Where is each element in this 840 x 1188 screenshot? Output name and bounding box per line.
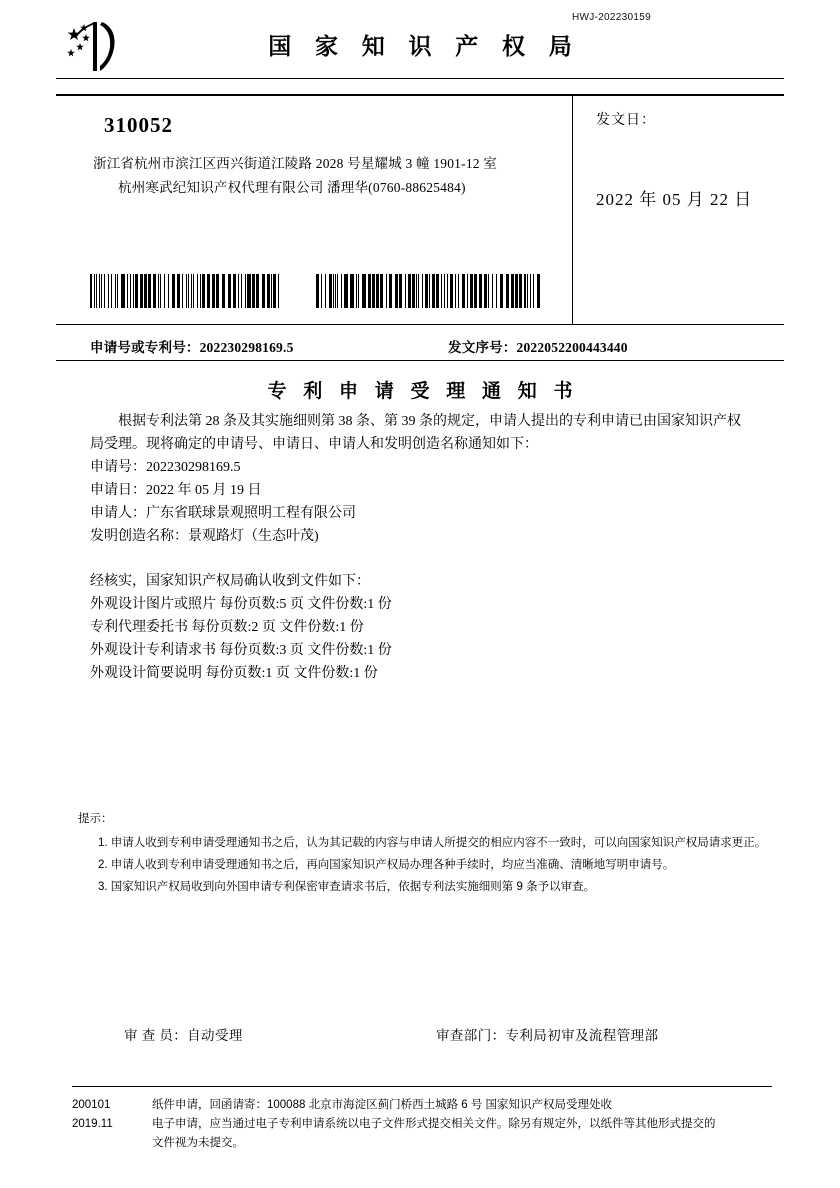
application-number-value: 202230298169.5 xyxy=(199,340,294,355)
recipient-address-line1: 浙江省杭州市滨江区西兴街道江陵路 2028 号星耀城 3 幢 1901-12 室 xyxy=(93,156,497,171)
page-title: 国 家 知 识 产 权 局 xyxy=(268,34,581,59)
document-header xyxy=(56,18,784,76)
examiner-field xyxy=(124,1024,243,1044)
document-item: 外观设计专利请求书 每份页数:3 页 文件份数:1 份 xyxy=(90,643,392,658)
field-application-number: 申请号：202230298169.5 xyxy=(90,460,241,475)
body-paragraph-1: 根据专利法第 28 条及其实施细则第 38 条、第 39 条的规定，申请人提出的专利申请已由国家知识产权局受理。现将确定的申请号、申请日、申请人和发明创造名称通知如下： xyxy=(90,414,741,452)
footer-code-2: 2019.11 xyxy=(72,1118,113,1130)
footer-code-spacer xyxy=(72,1134,152,1153)
barcode-serial xyxy=(316,274,544,308)
documents-received-heading: 经核实，国家知识产权局确认收到文件如下： xyxy=(90,574,370,589)
notice-body xyxy=(90,410,752,685)
serial-number xyxy=(448,336,628,356)
recipient-address-line2: 杭州寒武纪知识产权代理有限公司 潘理华(0760-88625484) xyxy=(118,180,466,195)
document-item: 专利代理委托书 每份页数:2 页 文件份数:1 份 xyxy=(90,620,364,635)
field-applicant: 申请人：广东省联球景观照明工程有限公司 xyxy=(90,506,356,521)
tips-heading: 提示： xyxy=(78,813,113,825)
footer-row-3 xyxy=(72,1134,772,1153)
document-item: 外观设计图片或照片 每份页数:5 页 文件份数:1 份 xyxy=(90,597,392,612)
issue-date-value: 2022 年 05 月 22 日 xyxy=(596,190,753,209)
footer-row-1 xyxy=(72,1096,772,1115)
tip-item: 1. 申请人收到专利申请受理通知书之后，认为其记载的内容与申请人所提交的相应内容不一致时，可以向国家知识产权局请求更正。 xyxy=(98,837,767,849)
examiner-value: 自动受理 xyxy=(187,1028,243,1043)
barcode-application xyxy=(90,274,285,308)
field-invention-name: 发明创造名称：景观路灯（生态叶茂) xyxy=(90,529,319,544)
footer-divider xyxy=(72,1086,772,1087)
recipient-zipcode: 310052 xyxy=(104,113,173,137)
department-label: 审查部门： xyxy=(436,1028,506,1043)
footer-text-2: 电子申请，应当通过电子专利申请系统以电子文件形式提交相关文件。除另有规定外，以纸件等其他形式提交的 xyxy=(152,1118,716,1130)
tip-item: 2. 申请人收到专利申请受理通知书之后，再向国家知识产权局办理各种手续时，均应当准确、清晰地写明申请号。 xyxy=(98,859,675,871)
issue-date-label: 发文日： xyxy=(596,113,656,128)
application-number-label: 申请号或专利号： xyxy=(90,340,200,355)
footer-text-1: 纸件申请，回函请寄：100088 北京市海淀区蓟门桥西土城路 6 号 国家知识产权局受理处收 xyxy=(152,1099,613,1111)
footer-row-2 xyxy=(72,1115,772,1134)
date-cell-divider xyxy=(572,94,573,324)
tip-item: 3. 国家知识产权局收到向外国申请专利保密审查请求书后，依据专利法实施细则第 9 条予以审查。 xyxy=(98,881,596,893)
header-divider-thick xyxy=(56,94,784,96)
serial-number-value: 2022052200443440 xyxy=(516,340,628,355)
application-number xyxy=(90,336,294,356)
notice-title: 专 利 申 请 受 理 通 知 书 xyxy=(267,381,579,402)
footer-code-1: 200101 xyxy=(72,1099,111,1111)
examiner-label: 审 查 员： xyxy=(124,1028,188,1043)
department-field xyxy=(436,1024,658,1044)
document-footer xyxy=(72,1096,772,1153)
tips-section xyxy=(78,808,768,898)
department-value: 专利局初审及流程管理部 xyxy=(505,1028,659,1043)
field-application-date: 申请日：2022 年 05 月 19 日 xyxy=(90,483,262,498)
numbers-row-bottom-rule xyxy=(56,360,784,361)
body-spacer xyxy=(90,548,752,570)
document-code: HWJ-202230159 xyxy=(572,12,651,23)
document-item: 外观设计简要说明 每份页数:1 页 文件份数:1 份 xyxy=(90,666,378,681)
footer-text-3: 文件视为未提交。 xyxy=(152,1137,244,1149)
address-block-bottom-rule xyxy=(56,324,784,325)
serial-number-label: 发文序号： xyxy=(448,340,517,355)
header-divider xyxy=(56,78,784,79)
